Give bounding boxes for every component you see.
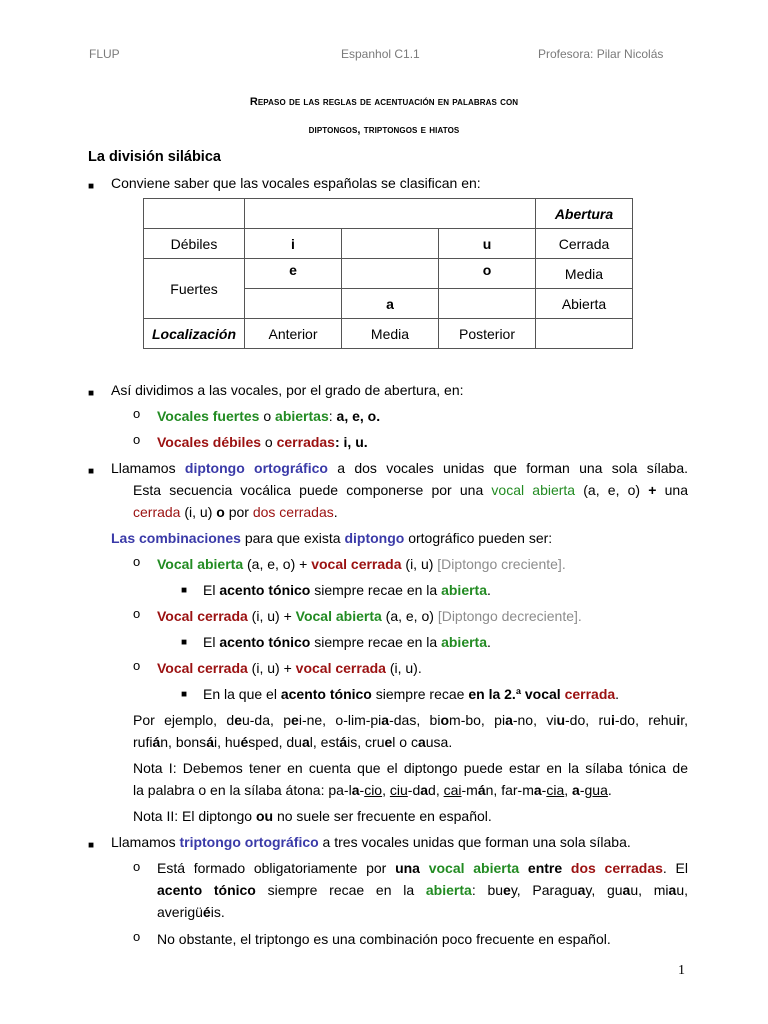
table-cell-u: u	[439, 229, 536, 259]
circle-bullet-icon: o	[133, 929, 141, 944]
table-empty-corner	[144, 199, 245, 229]
nota-1-line-2: la palabra o en la sílaba átona: pa-la-cio, ciu-dad, cai-mán, far-ma-cia, a-gua.	[133, 782, 612, 798]
triptongo-rule-line-1: Está formado obligatoriamente por una vocal abierta entre dos cerradas. El	[157, 860, 688, 876]
table-cell-localizacion: Localización	[144, 319, 245, 349]
combinations-heading: Las combinaciones para que exista diptongo ortográfico pueden ser:	[111, 530, 553, 546]
table-cell-e: e	[245, 259, 342, 289]
examples-line-1: Por ejemplo, deu-da, pei-ne, o-lim-pia-das, biom-bo, pia-no, viu-do, rui-do, rehuir,	[133, 712, 688, 728]
page-number: 1	[678, 963, 685, 978]
bullet-icon: ■	[88, 466, 95, 477]
paragraph-triptongo: Llamamos triptongo ortográfico a tres vocales unidas que forman una sola sílaba.	[111, 834, 631, 850]
table-cell-empty	[245, 289, 342, 319]
combination-2: Vocal cerrada (i, u) + Vocal abierta (a, e, o) [Diptongo decreciente].	[157, 608, 582, 624]
table-cell-empty	[342, 229, 439, 259]
triptongo-note: No obstante, el triptongo es una combinación poco frecuente en español.	[157, 931, 611, 947]
bullet-icon: ■	[181, 637, 188, 648]
paragraph-diptongo-3: cerrada (i, u) o por dos cerradas.	[133, 504, 338, 520]
bullet-icon: ■	[181, 585, 188, 596]
document-title-line2: diptongos, triptongos e hiatos	[308, 124, 460, 136]
paragraph-diptongo-1: Llamamos diptongo ortográfico a dos vocales unidas que forman una sola sílaba.	[111, 460, 688, 476]
nota-2: Nota II: El diptongo ou no suele ser frecuente en español.	[133, 808, 492, 824]
bullet-icon: ■	[88, 181, 95, 192]
header-left: FLUP	[89, 47, 120, 61]
bullet-icon: ■	[88, 388, 95, 399]
list-item-debiles: Vocales débiles o cerradas: i, u.	[157, 434, 368, 450]
circle-bullet-icon: o	[133, 554, 141, 569]
table-cell-cerrada: Cerrada	[536, 229, 633, 259]
paragraph-division: Así dividimos a las vocales, por el grado de abertura, en:	[111, 382, 464, 398]
triptongo-rule-line-3: averigüéis.	[157, 904, 225, 920]
table-cell-anterior: Anterior	[245, 319, 342, 349]
combination-2-rule: El acento tónico siempre recae en la abierta.	[203, 634, 491, 650]
table-cell-empty	[536, 319, 633, 349]
document-title-line1: Repaso de las reglas de acentuación en palabras con	[249, 96, 519, 108]
header-center: Espanhol C1.1	[341, 47, 420, 61]
combination-3-rule: En la que el acento tónico siempre recae en la 2.ª vocal cerrada.	[203, 686, 620, 702]
table-cell-fuertes: Fuertes	[144, 259, 245, 319]
table-cell-a: a	[342, 289, 439, 319]
table-empty-header	[245, 199, 536, 229]
circle-bullet-icon: o	[133, 432, 141, 447]
header-right: Profesora: Pilar Nicolás	[538, 47, 664, 61]
nota-1-line-1: Nota I: Debemos tener en cuenta que el diptongo puede estar en la sílaba tónica de	[133, 760, 688, 776]
table-cell-debiles: Débiles	[144, 229, 245, 259]
bullet-icon: ■	[181, 689, 188, 700]
combination-3: Vocal cerrada (i, u) + vocal cerrada (i, u).	[157, 660, 422, 676]
paragraph-diptongo-2: Esta secuencia vocálica puede componerse por una vocal abierta (a, e, o) + una	[133, 482, 688, 498]
combination-1-rule: El acento tónico siempre recae en la abierta.	[203, 582, 491, 598]
circle-bullet-icon: o	[133, 859, 141, 874]
intro-text: Conviene saber que las vocales españolas se clasifican en:	[111, 175, 481, 191]
table-cell-abierta: Abierta	[536, 289, 633, 319]
vowel-table	[143, 198, 633, 349]
table-cell-o: o	[439, 259, 536, 289]
bullet-icon: ■	[88, 840, 95, 851]
table-cell-abertura: Abertura	[536, 199, 633, 229]
combination-1: Vocal abierta (a, e, o) + vocal cerrada (i, u) [Diptongo creciente].	[157, 556, 566, 572]
circle-bullet-icon: o	[133, 658, 141, 673]
table-cell-i: i	[245, 229, 342, 259]
circle-bullet-icon: o	[133, 406, 141, 421]
section-heading: La división silábica	[88, 149, 221, 165]
circle-bullet-icon: o	[133, 606, 141, 621]
table-cell-empty	[439, 289, 536, 319]
table-cell-posterior: Posterior	[439, 319, 536, 349]
table-cell-media-abertura: Media	[536, 259, 633, 289]
table-cell-empty	[342, 259, 439, 289]
table-cell-media-localizacion: Media	[342, 319, 439, 349]
list-item-fuertes: Vocales fuertes o abiertas: a, e, o.	[157, 408, 381, 424]
triptongo-rule-line-2: acento tónico siempre recae en la abierta: buey, Paraguay, guau, miau,	[157, 882, 689, 898]
examples-line-2: rufián, bonsái, huésped, dual, estáis, cruel o causa.	[133, 734, 453, 750]
